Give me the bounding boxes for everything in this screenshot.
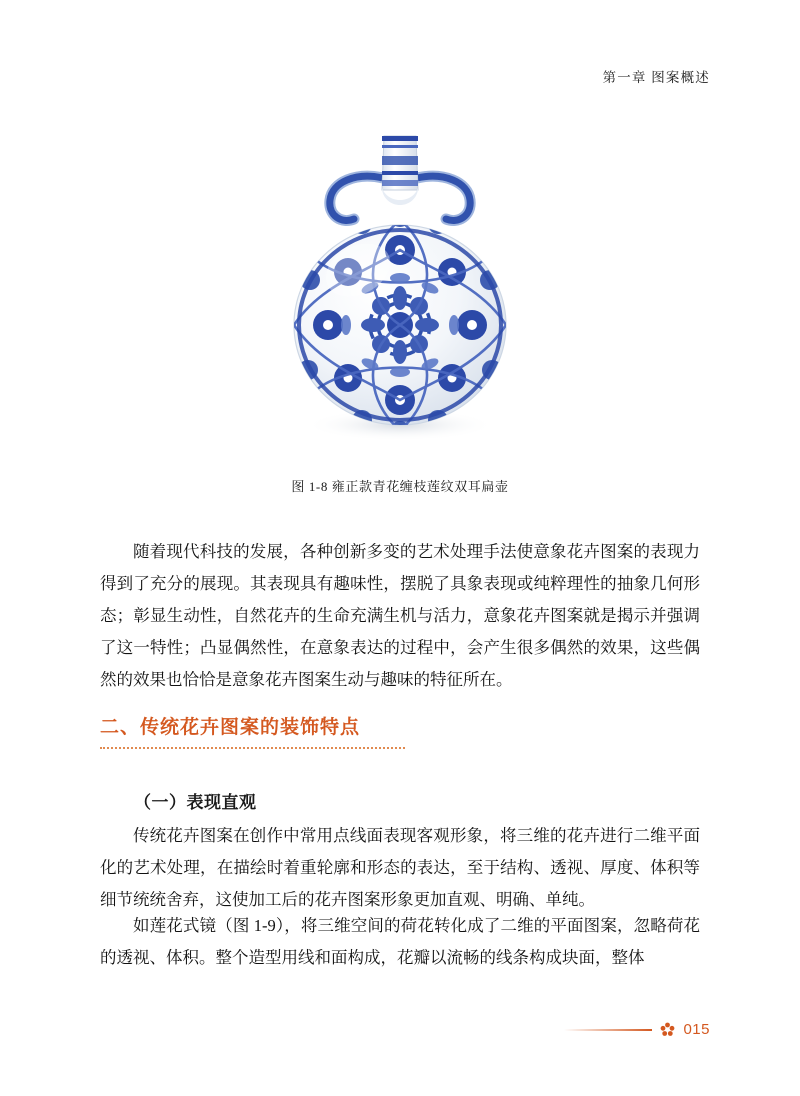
paragraph-block-3	[100, 910, 700, 976]
section-heading-block	[100, 712, 700, 749]
figure-caption: 图 1-8 雍正款青花缠枝莲纹双耳扁壶	[291, 479, 509, 494]
paragraph-1: 随着现代科技的发展，各种创新多变的艺术处理手法使意象花卉图案的表现力得到了充分的展现。其表现具有趣味性，摆脱了具象表现或纯粹理性的抽象几何形态；彰显生动性，自然花卉的生命充满生机与活力，意象花卉图案就是揭示并强调了这一特性；凸显偶然性，在意象表达的过程中，会产生很多偶然的效果，这些偶然的效果也恰恰是意象花卉图案生动与趣味的特征所在。	[100, 542, 700, 689]
figure-block	[0, 120, 800, 495]
running-head: 第一章 图案概述	[602, 70, 710, 85]
lotus-scroll-pattern	[294, 205, 506, 443]
section-heading-text: 二、传统花卉图案的装饰特点	[100, 717, 361, 738]
section-heading-divider	[100, 747, 405, 749]
sub-heading-text: （一）表现直观	[134, 793, 257, 812]
paragraph-2: 传统花卉图案在创作中常用点线面表现客观形象，将三维的花卉进行二维平面化的艺术处理，在描绘时着重轮廓和形态的表达，至于结构、透视、厚度、体积等细节统统舍弃，这使加工后的花卉图案形象更加直观、明确、单纯。	[100, 826, 700, 909]
flower-ornament-icon	[660, 1022, 675, 1037]
paragraph-block-1	[100, 536, 700, 698]
figure-image-porcelain-flask	[250, 120, 550, 460]
paragraph-block-2	[100, 820, 700, 918]
footer-rule	[564, 1029, 652, 1031]
paragraph-3: 如莲花式镜（图 1-9），将三维空间的荷花转化成了二维的平面图案，忽略荷花的透视、体积。整个造型用线和面构成，花瓣以流畅的线条构成块面，整体	[100, 916, 700, 967]
porcelain-vase-illustration	[250, 120, 550, 460]
page-footer	[564, 1021, 710, 1038]
page-number: 015	[683, 1021, 710, 1038]
